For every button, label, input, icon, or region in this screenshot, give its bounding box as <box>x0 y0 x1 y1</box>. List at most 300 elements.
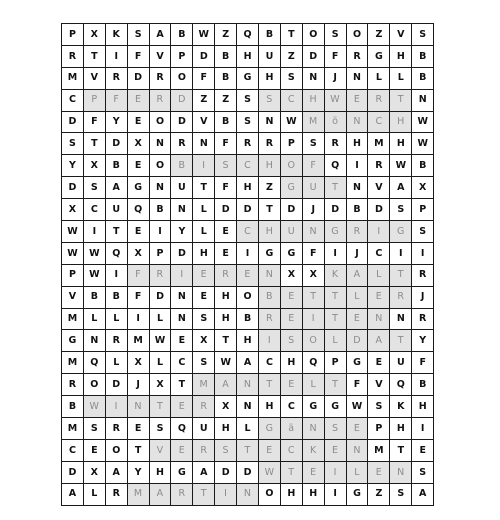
letter-cell[interactable]: R <box>62 374 84 396</box>
letter-cell[interactable]: X <box>412 177 434 199</box>
letter-cell[interactable]: X <box>127 133 149 155</box>
letter-cell[interactable]: S <box>193 308 215 330</box>
letter-cell[interactable]: V <box>83 67 105 89</box>
letter-cell[interactable]: T <box>390 439 412 461</box>
letter-cell[interactable]: Q <box>127 199 149 221</box>
letter-cell[interactable]: E <box>127 155 149 177</box>
letter-cell[interactable]: T <box>324 308 346 330</box>
letter-cell[interactable]: G <box>259 242 281 264</box>
letter-cell[interactable]: E <box>127 89 149 111</box>
letter-cell[interactable]: A <box>105 177 127 199</box>
letter-cell[interactable]: P <box>280 133 302 155</box>
letter-cell[interactable]: I <box>412 418 434 440</box>
letter-cell[interactable]: C <box>259 352 281 374</box>
letter-cell[interactable]: P <box>62 24 84 46</box>
letter-cell[interactable]: F <box>127 264 149 286</box>
letter-cell[interactable]: E <box>302 461 324 483</box>
letter-cell[interactable]: D <box>149 286 171 308</box>
letter-cell[interactable]: N <box>412 89 434 111</box>
letter-cell[interactable]: L <box>193 221 215 243</box>
letter-cell[interactable]: U <box>390 352 412 374</box>
letter-cell[interactable]: L <box>346 461 368 483</box>
letter-cell[interactable]: K <box>302 439 324 461</box>
letter-cell[interactable]: N <box>149 177 171 199</box>
letter-cell[interactable]: R <box>105 67 127 89</box>
letter-cell[interactable]: F <box>324 45 346 67</box>
letter-cell[interactable]: T <box>259 199 281 221</box>
letter-cell[interactable]: I <box>324 483 346 505</box>
letter-cell[interactable]: S <box>259 89 281 111</box>
letter-cell[interactable]: B <box>171 24 193 46</box>
letter-cell[interactable]: R <box>193 396 215 418</box>
letter-cell[interactable]: T <box>390 264 412 286</box>
letter-cell[interactable]: Q <box>105 242 127 264</box>
letter-cell[interactable]: W <box>83 396 105 418</box>
letter-cell[interactable]: T <box>237 439 259 461</box>
letter-cell[interactable]: N <box>193 133 215 155</box>
letter-cell[interactable]: R <box>412 308 434 330</box>
letter-cell[interactable]: L <box>302 374 324 396</box>
letter-cell[interactable]: A <box>193 461 215 483</box>
letter-cell[interactable]: H <box>259 396 281 418</box>
letter-cell[interactable]: N <box>302 221 324 243</box>
letter-cell[interactable]: F <box>127 45 149 67</box>
letter-cell[interactable]: U <box>171 177 193 199</box>
letter-cell[interactable]: L <box>193 199 215 221</box>
letter-cell[interactable]: T <box>280 24 302 46</box>
letter-cell[interactable]: N <box>171 199 193 221</box>
letter-cell[interactable]: L <box>83 308 105 330</box>
letter-cell[interactable]: W <box>62 221 84 243</box>
letter-cell[interactable]: A <box>149 24 171 46</box>
letter-cell[interactable]: H <box>259 221 281 243</box>
letter-cell[interactable]: T <box>83 133 105 155</box>
letter-cell[interactable]: X <box>83 461 105 483</box>
letter-cell[interactable]: C <box>280 89 302 111</box>
letter-cell[interactable]: L <box>368 264 390 286</box>
letter-cell[interactable]: F <box>193 67 215 89</box>
letter-cell[interactable]: E <box>171 330 193 352</box>
letter-cell[interactable]: S <box>324 418 346 440</box>
letter-cell[interactable]: D <box>368 199 390 221</box>
letter-cell[interactable]: L <box>237 418 259 440</box>
letter-cell[interactable]: F <box>105 89 127 111</box>
letter-cell[interactable]: S <box>215 439 237 461</box>
letter-cell[interactable]: T <box>324 177 346 199</box>
letter-cell[interactable]: B <box>259 24 281 46</box>
letter-cell[interactable]: I <box>368 221 390 243</box>
letter-cell[interactable]: E <box>215 221 237 243</box>
letter-cell[interactable]: I <box>83 221 105 243</box>
letter-cell[interactable]: B <box>412 45 434 67</box>
letter-cell[interactable]: R <box>171 483 193 505</box>
letter-cell[interactable]: B <box>171 155 193 177</box>
letter-cell[interactable]: K <box>390 396 412 418</box>
letter-cell[interactable]: O <box>83 374 105 396</box>
letter-cell[interactable]: R <box>259 308 281 330</box>
letter-cell[interactable]: B <box>215 67 237 89</box>
letter-cell[interactable]: D <box>171 111 193 133</box>
letter-cell[interactable]: O <box>302 24 324 46</box>
letter-cell[interactable]: T <box>215 330 237 352</box>
letter-cell[interactable]: C <box>368 242 390 264</box>
letter-cell[interactable]: H <box>390 133 412 155</box>
letter-cell[interactable]: E <box>193 264 215 286</box>
letter-cell[interactable]: W <box>83 264 105 286</box>
letter-cell[interactable]: A <box>62 483 84 505</box>
letter-cell[interactable]: R <box>346 221 368 243</box>
letter-cell[interactable]: Z <box>259 177 281 199</box>
letter-cell[interactable]: B <box>412 374 434 396</box>
letter-cell[interactable]: ä <box>280 418 302 440</box>
letter-cell[interactable]: B <box>149 199 171 221</box>
letter-cell[interactable]: Z <box>368 483 390 505</box>
letter-cell[interactable]: R <box>237 133 259 155</box>
letter-cell[interactable]: A <box>412 483 434 505</box>
letter-cell[interactable]: T <box>149 396 171 418</box>
letter-cell[interactable]: T <box>105 221 127 243</box>
letter-cell[interactable]: P <box>412 199 434 221</box>
letter-cell[interactable]: F <box>215 177 237 199</box>
letter-cell[interactable]: T <box>390 89 412 111</box>
letter-cell[interactable]: S <box>412 221 434 243</box>
letter-cell[interactable]: W <box>83 242 105 264</box>
letter-cell[interactable]: T <box>193 177 215 199</box>
letter-cell[interactable]: H <box>193 242 215 264</box>
letter-cell[interactable]: E <box>368 286 390 308</box>
letter-cell[interactable]: L <box>105 352 127 374</box>
letter-cell[interactable]: C <box>280 396 302 418</box>
letter-cell[interactable]: P <box>324 352 346 374</box>
letter-cell[interactable]: M <box>62 418 84 440</box>
letter-cell[interactable]: B <box>105 155 127 177</box>
letter-cell[interactable]: D <box>171 89 193 111</box>
letter-cell[interactable]: T <box>324 286 346 308</box>
letter-cell[interactable]: V <box>149 45 171 67</box>
letter-cell[interactable]: R <box>62 45 84 67</box>
letter-cell[interactable]: N <box>237 374 259 396</box>
letter-cell[interactable]: M <box>127 483 149 505</box>
letter-cell[interactable]: T <box>83 45 105 67</box>
letter-cell[interactable]: C <box>237 221 259 243</box>
letter-cell[interactable]: L <box>149 352 171 374</box>
letter-cell[interactable]: T <box>127 439 149 461</box>
letter-cell[interactable]: D <box>346 330 368 352</box>
letter-cell[interactable]: H <box>302 483 324 505</box>
letter-cell[interactable]: V <box>62 286 84 308</box>
letter-cell[interactable]: E <box>368 461 390 483</box>
letter-cell[interactable]: ö <box>324 111 346 133</box>
letter-cell[interactable]: R <box>346 45 368 67</box>
letter-cell[interactable]: U <box>280 221 302 243</box>
letter-cell[interactable]: E <box>280 308 302 330</box>
letter-cell[interactable]: S <box>127 24 149 46</box>
letter-cell[interactable]: Q <box>83 352 105 374</box>
letter-cell[interactable]: A <box>105 461 127 483</box>
letter-cell[interactable]: Q <box>390 374 412 396</box>
letter-cell[interactable]: D <box>215 461 237 483</box>
letter-cell[interactable]: R <box>412 264 434 286</box>
letter-cell[interactable]: D <box>193 45 215 67</box>
letter-cell[interactable]: G <box>302 396 324 418</box>
letter-cell[interactable]: S <box>237 111 259 133</box>
letter-cell[interactable]: I <box>346 155 368 177</box>
letter-cell[interactable]: X <box>302 264 324 286</box>
letter-cell[interactable]: W <box>324 89 346 111</box>
letter-cell[interactable]: E <box>346 89 368 111</box>
letter-cell[interactable]: I <box>237 242 259 264</box>
letter-cell[interactable]: N <box>237 396 259 418</box>
letter-cell[interactable]: N <box>346 67 368 89</box>
letter-cell[interactable]: R <box>149 89 171 111</box>
letter-cell[interactable]: W <box>412 133 434 155</box>
letter-cell[interactable]: E <box>127 418 149 440</box>
letter-cell[interactable]: O <box>105 439 127 461</box>
letter-cell[interactable]: G <box>346 483 368 505</box>
letter-cell[interactable]: V <box>390 24 412 46</box>
letter-cell[interactable]: C <box>368 111 390 133</box>
letter-cell[interactable]: S <box>324 24 346 46</box>
letter-cell[interactable]: L <box>390 67 412 89</box>
letter-cell[interactable]: U <box>259 45 281 67</box>
letter-cell[interactable]: V <box>368 177 390 199</box>
letter-cell[interactable]: C <box>237 155 259 177</box>
letter-cell[interactable]: U <box>302 177 324 199</box>
letter-cell[interactable]: S <box>62 133 84 155</box>
letter-cell[interactable]: D <box>324 199 346 221</box>
letter-cell[interactable]: I <box>105 45 127 67</box>
letter-cell[interactable]: A <box>346 264 368 286</box>
letter-cell[interactable]: G <box>346 352 368 374</box>
letter-cell[interactable]: S <box>390 483 412 505</box>
letter-cell[interactable]: J <box>346 242 368 264</box>
letter-cell[interactable]: T <box>324 374 346 396</box>
letter-cell[interactable]: I <box>259 330 281 352</box>
letter-cell[interactable]: J <box>324 67 346 89</box>
letter-cell[interactable]: P <box>83 89 105 111</box>
letter-cell[interactable]: R <box>105 483 127 505</box>
letter-cell[interactable]: R <box>259 133 281 155</box>
letter-cell[interactable]: L <box>346 286 368 308</box>
letter-cell[interactable]: H <box>280 352 302 374</box>
letter-cell[interactable]: D <box>237 461 259 483</box>
letter-cell[interactable]: E <box>171 439 193 461</box>
letter-cell[interactable]: Q <box>171 418 193 440</box>
letter-cell[interactable]: N <box>346 177 368 199</box>
letter-cell[interactable]: M <box>302 111 324 133</box>
letter-cell[interactable]: X <box>215 396 237 418</box>
letter-cell[interactable]: R <box>368 155 390 177</box>
letter-cell[interactable]: Y <box>171 221 193 243</box>
letter-cell[interactable]: O <box>149 155 171 177</box>
letter-cell[interactable]: Z <box>193 89 215 111</box>
letter-cell[interactable]: E <box>280 286 302 308</box>
letter-cell[interactable]: J <box>412 286 434 308</box>
letter-cell[interactable]: S <box>237 89 259 111</box>
letter-cell[interactable]: V <box>193 111 215 133</box>
letter-cell[interactable]: E <box>83 439 105 461</box>
letter-cell[interactable]: A <box>237 352 259 374</box>
letter-cell[interactable]: Y <box>105 111 127 133</box>
letter-cell[interactable]: C <box>62 89 84 111</box>
letter-cell[interactable]: G <box>171 461 193 483</box>
letter-cell[interactable]: V <box>368 374 390 396</box>
letter-cell[interactable]: E <box>215 242 237 264</box>
letter-cell[interactable]: H <box>390 111 412 133</box>
letter-cell[interactable]: R <box>368 89 390 111</box>
letter-cell[interactable]: F <box>83 111 105 133</box>
letter-cell[interactable]: D <box>62 177 84 199</box>
letter-cell[interactable]: E <box>237 264 259 286</box>
letter-cell[interactable]: H <box>215 308 237 330</box>
letter-cell[interactable]: G <box>390 221 412 243</box>
letter-cell[interactable]: C <box>83 199 105 221</box>
letter-cell[interactable]: D <box>62 461 84 483</box>
letter-cell[interactable]: F <box>215 133 237 155</box>
letter-cell[interactable]: R <box>215 264 237 286</box>
letter-cell[interactable]: T <box>302 286 324 308</box>
letter-cell[interactable]: H <box>390 45 412 67</box>
letter-cell[interactable]: S <box>412 24 434 46</box>
letter-cell[interactable]: K <box>105 24 127 46</box>
letter-cell[interactable]: J <box>127 374 149 396</box>
letter-cell[interactable]: R <box>390 286 412 308</box>
letter-cell[interactable]: D <box>105 133 127 155</box>
letter-cell[interactable]: C <box>62 439 84 461</box>
letter-cell[interactable]: D <box>280 199 302 221</box>
letter-cell[interactable]: Y <box>62 155 84 177</box>
letter-cell[interactable]: D <box>171 242 193 264</box>
letter-cell[interactable]: Q <box>302 352 324 374</box>
letter-cell[interactable]: L <box>149 308 171 330</box>
letter-cell[interactable]: H <box>215 418 237 440</box>
letter-cell[interactable]: Z <box>215 24 237 46</box>
letter-cell[interactable]: H <box>215 286 237 308</box>
letter-cell[interactable]: H <box>280 483 302 505</box>
letter-cell[interactable]: O <box>171 67 193 89</box>
letter-cell[interactable]: G <box>237 67 259 89</box>
letter-cell[interactable]: B <box>412 155 434 177</box>
letter-cell[interactable]: I <box>390 242 412 264</box>
letter-cell[interactable]: O <box>259 483 281 505</box>
letter-cell[interactable]: A <box>390 177 412 199</box>
letter-cell[interactable]: Y <box>127 461 149 483</box>
letter-cell[interactable]: E <box>171 396 193 418</box>
letter-cell[interactable]: N <box>149 133 171 155</box>
letter-cell[interactable]: T <box>390 330 412 352</box>
letter-cell[interactable]: E <box>412 439 434 461</box>
letter-cell[interactable]: M <box>62 352 84 374</box>
letter-cell[interactable]: R <box>149 264 171 286</box>
letter-cell[interactable]: E <box>127 221 149 243</box>
letter-cell[interactable]: R <box>324 133 346 155</box>
letter-cell[interactable]: H <box>149 461 171 483</box>
letter-cell[interactable]: H <box>346 133 368 155</box>
letter-cell[interactable]: M <box>127 330 149 352</box>
letter-cell[interactable]: I <box>324 242 346 264</box>
letter-cell[interactable]: I <box>149 221 171 243</box>
letter-cell[interactable]: S <box>302 133 324 155</box>
letter-cell[interactable]: M <box>193 374 215 396</box>
letter-cell[interactable]: L <box>324 330 346 352</box>
letter-cell[interactable]: W <box>280 111 302 133</box>
letter-cell[interactable]: E <box>368 352 390 374</box>
letter-cell[interactable]: D <box>127 67 149 89</box>
letter-cell[interactable]: H <box>412 396 434 418</box>
letter-cell[interactable]: H <box>390 418 412 440</box>
letter-cell[interactable]: D <box>105 374 127 396</box>
letter-cell[interactable]: S <box>280 67 302 89</box>
letter-cell[interactable]: J <box>302 199 324 221</box>
letter-cell[interactable]: B <box>237 308 259 330</box>
letter-cell[interactable]: S <box>390 199 412 221</box>
letter-cell[interactable]: T <box>259 374 281 396</box>
letter-cell[interactable]: L <box>105 308 127 330</box>
letter-cell[interactable]: N <box>237 483 259 505</box>
letter-cell[interactable]: R <box>105 330 127 352</box>
letter-cell[interactable]: G <box>280 177 302 199</box>
letter-cell[interactable]: M <box>62 67 84 89</box>
letter-cell[interactable]: E <box>259 439 281 461</box>
letter-cell[interactable]: S <box>368 396 390 418</box>
letter-cell[interactable]: P <box>62 264 84 286</box>
letter-cell[interactable]: D <box>237 199 259 221</box>
letter-cell[interactable]: G <box>127 177 149 199</box>
letter-cell[interactable]: W <box>149 330 171 352</box>
letter-cell[interactable]: M <box>62 308 84 330</box>
letter-cell[interactable]: A <box>149 483 171 505</box>
letter-cell[interactable]: O <box>302 330 324 352</box>
letter-cell[interactable]: I <box>105 264 127 286</box>
letter-cell[interactable]: O <box>280 155 302 177</box>
letter-cell[interactable]: F <box>346 374 368 396</box>
letter-cell[interactable]: R <box>149 67 171 89</box>
letter-cell[interactable]: E <box>280 374 302 396</box>
letter-cell[interactable]: X <box>193 330 215 352</box>
letter-cell[interactable]: N <box>259 111 281 133</box>
letter-cell[interactable]: U <box>105 199 127 221</box>
letter-cell[interactable]: X <box>127 352 149 374</box>
letter-cell[interactable]: P <box>171 45 193 67</box>
letter-cell[interactable]: V <box>149 439 171 461</box>
letter-cell[interactable]: I <box>412 242 434 264</box>
letter-cell[interactable]: D <box>62 111 84 133</box>
letter-cell[interactable]: G <box>368 45 390 67</box>
letter-cell[interactable]: B <box>412 67 434 89</box>
letter-cell[interactable]: S <box>149 418 171 440</box>
letter-cell[interactable]: G <box>324 221 346 243</box>
letter-cell[interactable]: W <box>215 352 237 374</box>
letter-cell[interactable]: B <box>83 286 105 308</box>
letter-cell[interactable]: N <box>368 308 390 330</box>
letter-cell[interactable]: B <box>215 45 237 67</box>
letter-cell[interactable]: G <box>259 418 281 440</box>
letter-cell[interactable]: X <box>83 155 105 177</box>
letter-cell[interactable]: B <box>105 286 127 308</box>
letter-cell[interactable]: A <box>368 330 390 352</box>
letter-cell[interactable]: Z <box>215 89 237 111</box>
letter-cell[interactable]: I <box>193 155 215 177</box>
letter-cell[interactable]: S <box>193 352 215 374</box>
letter-cell[interactable]: N <box>171 286 193 308</box>
letter-cell[interactable]: W <box>390 155 412 177</box>
letter-cell[interactable]: R <box>193 439 215 461</box>
letter-cell[interactable]: E <box>346 418 368 440</box>
letter-cell[interactable]: H <box>237 177 259 199</box>
letter-cell[interactable]: H <box>302 89 324 111</box>
letter-cell[interactable]: S <box>412 461 434 483</box>
letter-cell[interactable]: S <box>215 155 237 177</box>
